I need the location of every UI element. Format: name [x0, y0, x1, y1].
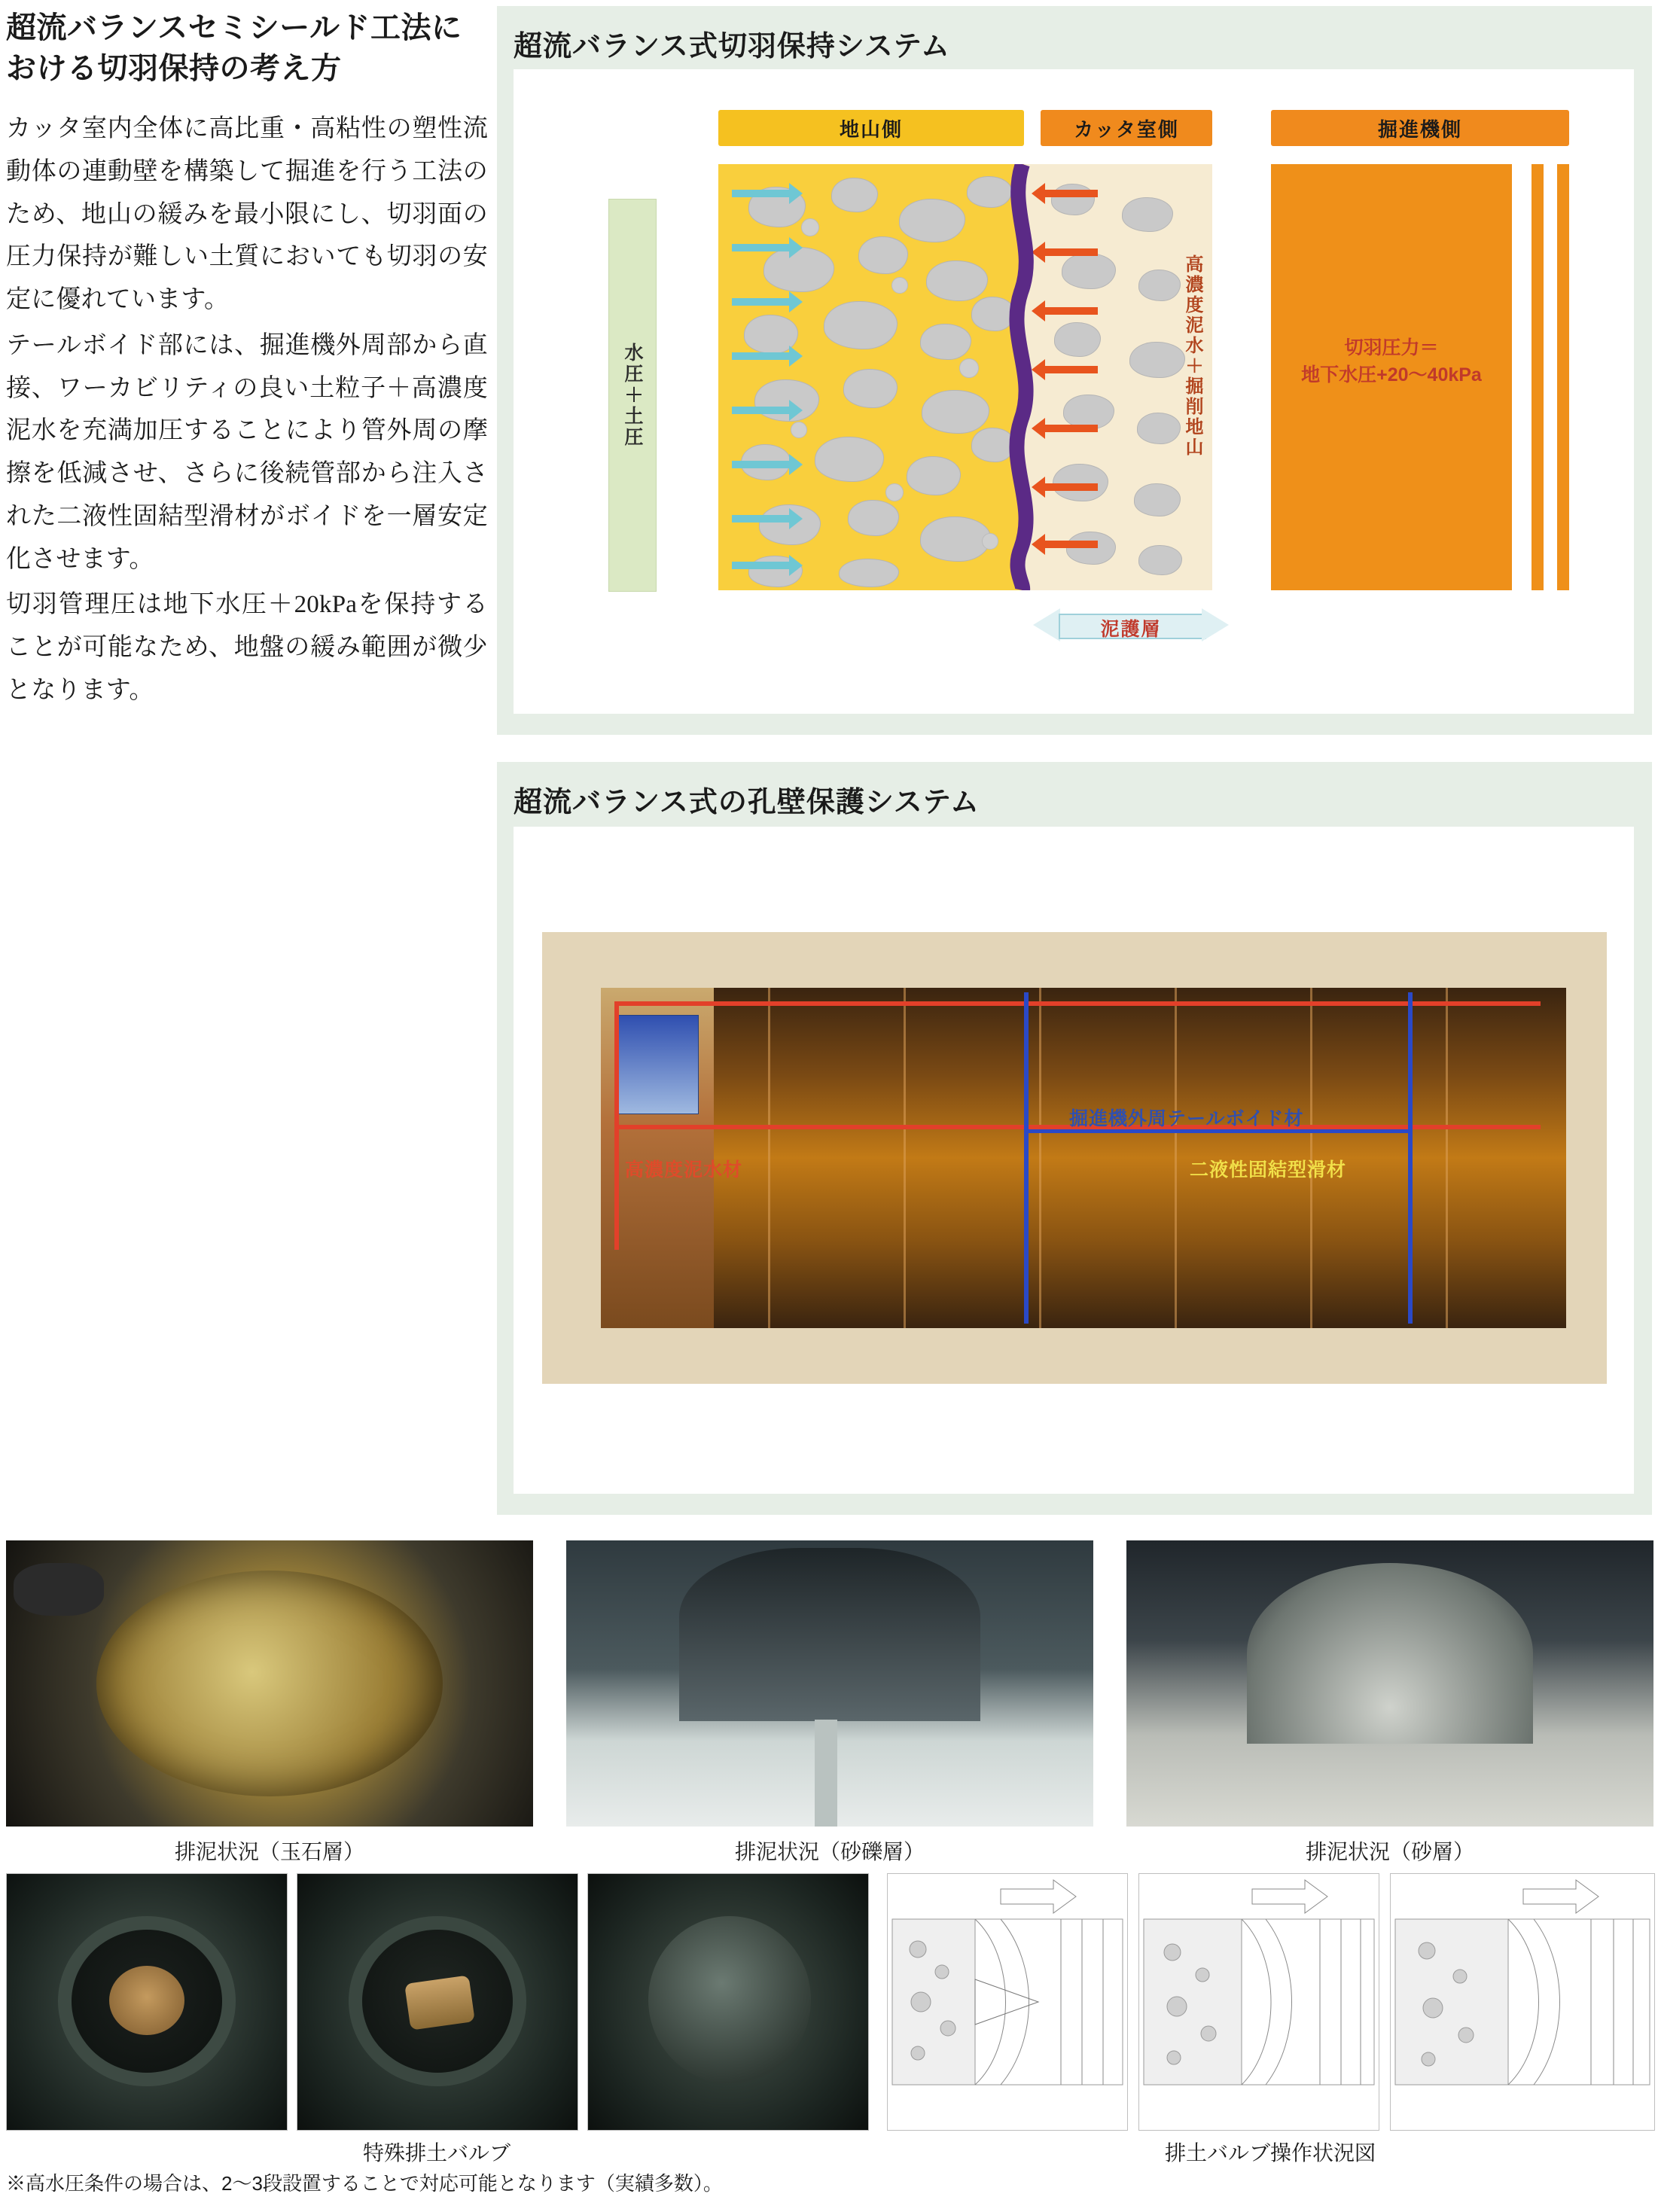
photo-caption-2: 排泥状況（砂礫層） [734, 1840, 925, 1863]
valve-photo-1 [6, 1873, 288, 2131]
water-soil-pressure-label: 水圧＋土圧 [622, 343, 643, 448]
panel-face-title: 超流バランス式切羽保持システム [514, 31, 951, 62]
diagram-face-keeping [514, 69, 1634, 714]
valve-row [6, 1873, 1653, 2165]
valve-diagram-svg-1 [888, 1874, 1127, 2130]
photo-caption-1: 排泥状況（玉石層） [174, 1840, 364, 1863]
face-pressure-line1: 切羽圧力＝ [1344, 337, 1439, 358]
diagram-hole-wall [542, 932, 1607, 1384]
valve-caption-right: 排土バルブ操作状況図 [1164, 2141, 1376, 2165]
panel-hole-wall-protection [497, 762, 1652, 1515]
header-ground-side: 地山側 [718, 110, 1024, 146]
valve-diagram-svg-2 [1139, 1874, 1379, 2130]
high-density-mud-material-label: 高濃度泥水材 [625, 1159, 743, 1181]
tunnel-section [601, 988, 1566, 1328]
machine-bar-1 [1532, 164, 1544, 590]
valve-operation-diagram-1 [887, 1873, 1128, 2131]
valve-caption-left: 特殊排土バルブ [362, 2141, 511, 2165]
panel-face-figure [514, 69, 1634, 714]
mud-layer-arrow [1033, 608, 1229, 641]
water-soil-pressure-column [608, 199, 657, 592]
footnote: ※高水圧条件の場合は、2〜3段設置することで対応可能となります（実績多数）。 [6, 2172, 723, 2195]
machine-side-block [1271, 164, 1512, 590]
valve-operation-diagram-2 [1138, 1873, 1379, 2131]
left-text-column [6, 8, 488, 715]
page-title: 超流バランスセミシールド工法における切羽保持の考え方 [6, 11, 462, 85]
header-cutter-side: カッタ室側 [1041, 110, 1212, 146]
photo-discharge-sand [1126, 1540, 1653, 1827]
face-pressure-line2: 地下水圧+20〜40kPa [1301, 364, 1482, 386]
panel-hole-title: 超流バランス式の孔壁保護システム [514, 787, 980, 818]
panel-face-keeping-system [497, 6, 1652, 735]
photo-row [6, 1540, 1653, 1863]
tailvoid-label: 掘進機外周テールボイド材 [1069, 1108, 1304, 1129]
mud-wall-svg [1001, 164, 1044, 590]
ground-side-block [718, 164, 1024, 590]
valve-photo-3 [587, 1873, 869, 2131]
paragraph-1: カッタ室内全体に高比重・高粘性の塑性流動体の連動壁を構築して掘進を行う工法のため、地山の緩みを最小限にし、切羽面の圧力保持が難しい土質においても切羽の安定に優れています。 [6, 115, 488, 314]
valve-diagram-svg-3 [1391, 1874, 1654, 2130]
machine-chamber [614, 1015, 699, 1114]
photo-discharge-boulder [6, 1540, 533, 1827]
paragraph-3: 切羽管理圧は地下水圧＋20kPaを保持することが可能なため、地盤の緩み範囲が微少となります。 [6, 591, 488, 704]
photo-discharge-gravel [566, 1540, 1093, 1827]
photo-caption-3: 排泥状況（砂層） [1305, 1840, 1474, 1863]
cutter-chamber-block [1024, 164, 1212, 590]
valve-operation-diagram-3 [1390, 1873, 1655, 2131]
two-liquid-label: 二液性固結型滑材 [1190, 1159, 1347, 1181]
mud-layer-label: 泥護層 [1100, 619, 1162, 640]
panel-hole-figure [514, 827, 1634, 1494]
lead-body [6, 108, 488, 712]
valve-photo-2 [297, 1873, 578, 2131]
paragraph-2: テールボイド部には、掘進機外周部から直接、ワーカビリティの良い土粒子＋高濃度泥水を充満加圧することにより管外周の摩擦を低減させ、さらに後続管部から注入された二液性固結型滑材がボイドを一層安定化させます。 [6, 331, 488, 573]
header-machine-side: 掘進機側 [1271, 110, 1569, 146]
machine-bar-2 [1557, 164, 1569, 590]
high-density-mud-label: 高濃度泥水＋掘削地山 [1182, 254, 1202, 458]
mud-wall [1001, 164, 1044, 590]
